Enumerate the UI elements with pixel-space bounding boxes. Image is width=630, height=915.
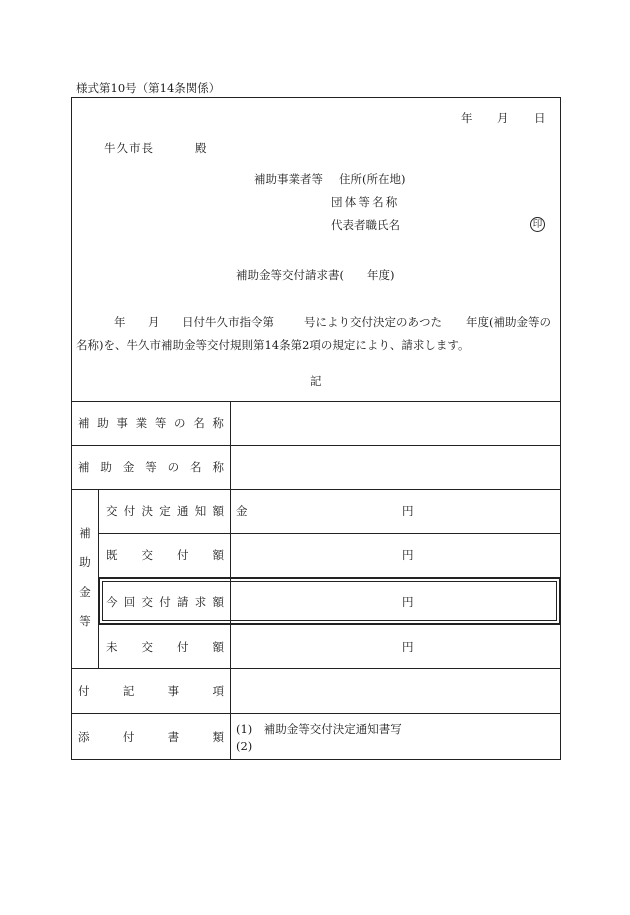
- body-month: 月: [148, 315, 160, 329]
- addressee-name: 牛久市長: [104, 141, 154, 155]
- label-char: 付: [123, 504, 136, 518]
- label-attachments: [78, 730, 224, 744]
- request-yen: 円: [402, 595, 414, 609]
- label-char: 通: [177, 504, 189, 518]
- applicant-address-label: 住所(所在地): [339, 172, 406, 186]
- request-row-col-line: [230, 581, 231, 621]
- body-line2: 名称)を、牛久市補助金等交付規則第14条第2項の規定により、請求します。: [76, 338, 470, 352]
- label-char: 記: [122, 684, 135, 698]
- label-char: 既: [106, 548, 118, 562]
- attachment-2: (2): [236, 739, 253, 753]
- label-unpaid-amount: [106, 640, 224, 654]
- addressee-honorific: 殿: [195, 141, 207, 155]
- label-char: 業: [135, 416, 148, 430]
- label-notes: [78, 684, 224, 698]
- paid-yen: 円: [402, 548, 414, 562]
- label-decision-amount: [106, 504, 224, 518]
- label-char: 付: [159, 595, 171, 609]
- label-char: 名: [190, 460, 202, 474]
- label-char: 称: [212, 460, 224, 474]
- label-char: 求: [194, 595, 207, 609]
- label-char: 今: [106, 595, 118, 609]
- decision-yen: 円: [402, 504, 414, 518]
- applicant-rep-label: 代表者職氏名: [331, 218, 400, 232]
- form-number: 様式第10号（第14条関係）: [76, 81, 221, 95]
- label-char: 額: [212, 504, 224, 518]
- label-char: 等: [154, 416, 167, 430]
- label-char: 付: [177, 640, 189, 654]
- label-char: 補: [78, 416, 90, 430]
- table-line: [71, 489, 561, 490]
- date-month: 月: [497, 111, 509, 125]
- body-tail: 年度(補助金等の: [466, 315, 551, 329]
- label-char: 添: [78, 730, 90, 744]
- label-char: 称: [212, 416, 224, 430]
- label-char: 補: [78, 460, 90, 474]
- label-char: 回: [123, 595, 136, 609]
- label-char: 額: [212, 548, 224, 562]
- label-char: 等: [79, 613, 91, 628]
- label-char: 額: [212, 595, 224, 609]
- label-char: 付: [122, 730, 135, 744]
- label-char: 額: [212, 640, 224, 654]
- table-top-line: [71, 401, 561, 402]
- label-char: 名: [193, 416, 205, 430]
- label-char: 交: [141, 548, 153, 562]
- table-line: [98, 533, 561, 534]
- label-char: 交: [106, 504, 118, 518]
- body-rest: 号により交付決定のあつた: [304, 315, 442, 329]
- attachment-1: (1) 補助金等交付決定通知書写: [236, 722, 402, 736]
- label-char: 助: [97, 416, 109, 430]
- table-line: [71, 445, 561, 446]
- label-char: 項: [212, 684, 224, 698]
- label-char: 助: [79, 555, 91, 570]
- label-char: 事: [167, 684, 180, 698]
- label-char: の: [174, 416, 186, 430]
- table-line: [71, 668, 561, 669]
- table-line: [71, 713, 561, 714]
- label-char: の: [167, 460, 180, 474]
- unpaid-yen: 円: [402, 640, 414, 654]
- label-char: 事: [116, 416, 128, 430]
- label-subsidy-group: [78, 526, 92, 628]
- label-char: 請: [177, 595, 189, 609]
- label-char: 補: [79, 526, 91, 540]
- label-char: 助: [100, 460, 112, 474]
- label-char: 未: [106, 640, 118, 654]
- label-subsidy-name: [78, 460, 224, 474]
- label-char: 交: [141, 595, 153, 609]
- label-project-name: [78, 416, 224, 430]
- label-char: 交: [141, 640, 153, 654]
- label-char: 決: [141, 504, 153, 518]
- label-paid-amount: [106, 548, 224, 562]
- date-year: 年: [461, 111, 473, 125]
- label-char: 定: [159, 504, 171, 518]
- date-day: 日: [534, 111, 546, 125]
- applicant-org-label: 団体等名称: [331, 195, 400, 209]
- ki-mark: 記: [310, 374, 322, 388]
- body-middle: 日付牛久市指令第: [182, 315, 274, 329]
- label-char: 付: [177, 548, 189, 562]
- label-char: 類: [212, 730, 224, 744]
- applicant-group-label: 補助事業者等: [254, 172, 323, 186]
- label-request-amount: [106, 595, 224, 609]
- decision-kin: 金: [236, 504, 248, 518]
- label-char: 付: [78, 684, 90, 698]
- label-char: 金: [122, 460, 135, 474]
- document-title: 補助金等交付請求書( 年度): [236, 268, 395, 282]
- label-char: 書: [167, 730, 180, 744]
- body-year: 年: [114, 315, 126, 329]
- seal-mark: 印: [530, 217, 545, 232]
- label-char: 知: [194, 504, 207, 518]
- label-char: 等: [145, 460, 157, 474]
- label-char: 金: [79, 584, 91, 599]
